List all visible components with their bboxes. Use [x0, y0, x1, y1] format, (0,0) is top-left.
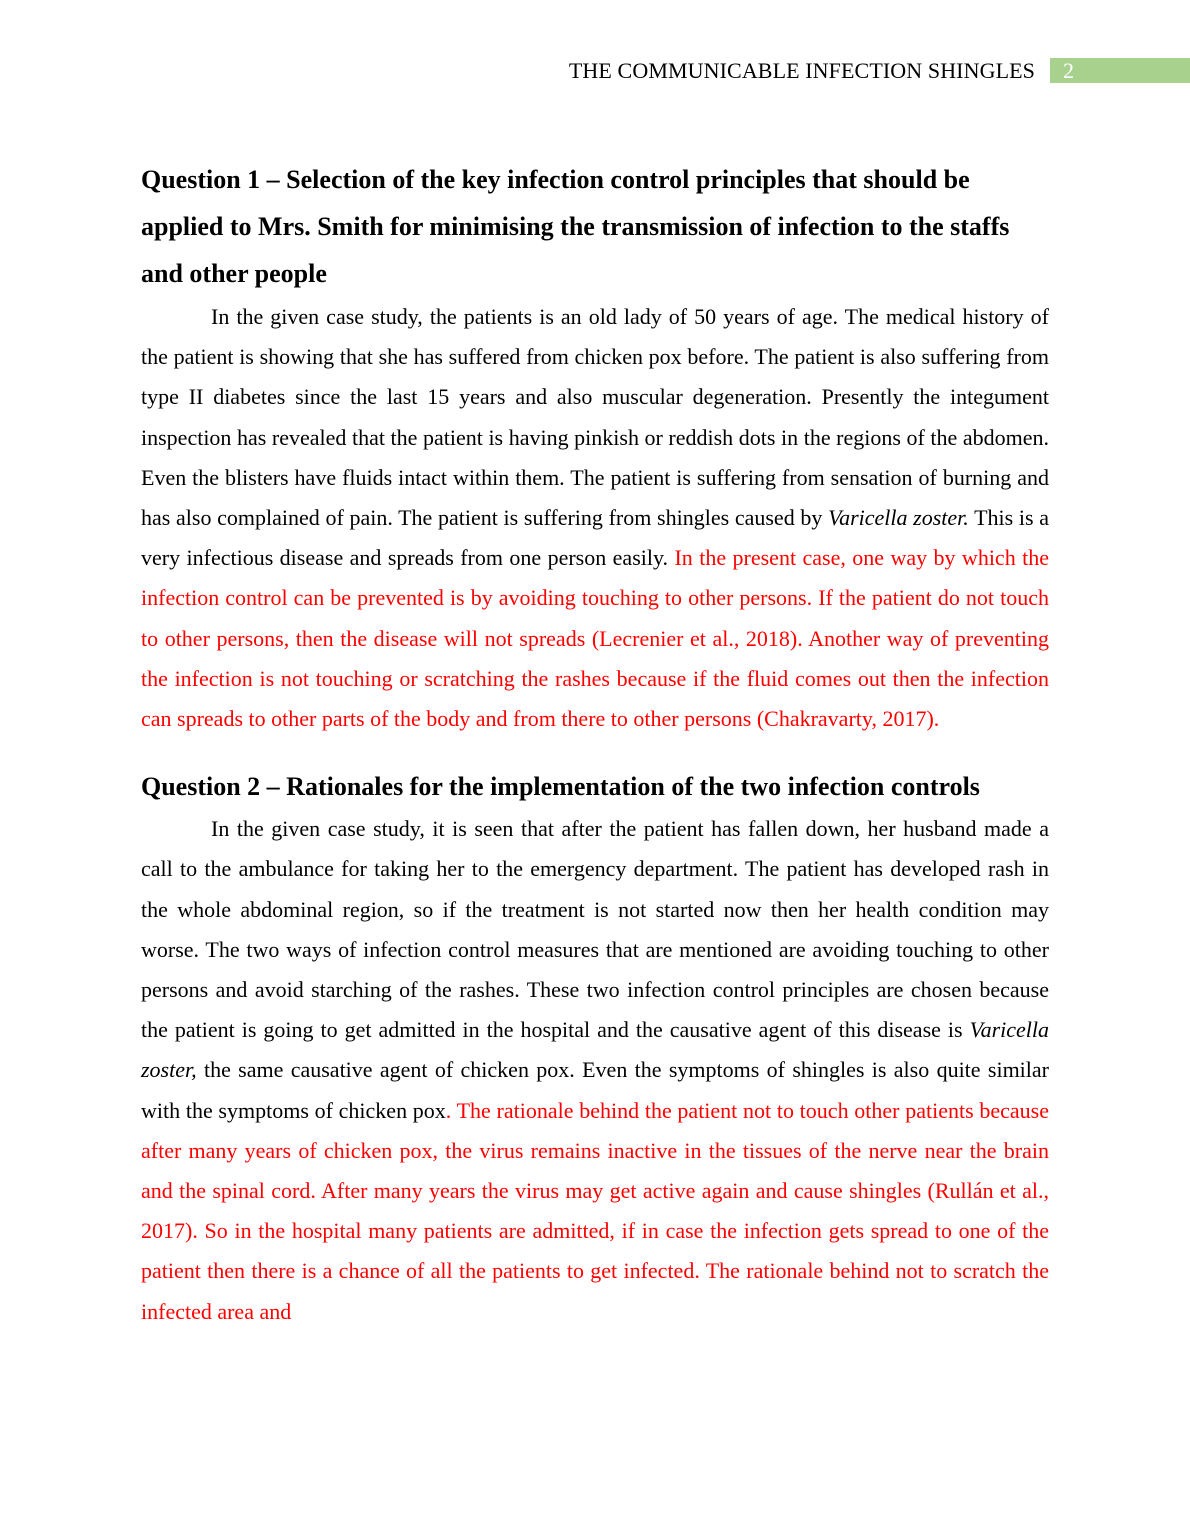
q2-highlighted-text: . The rationale behind the patient not to touch other patients because after many years of chicken pox, the virus remains inactive in the tissues of the nerve near the brain and the spinal cord. After many years the virus may get active again and cause shingles (Rullán et al., 2017). So in the hospital many patients are admitted, if in case the infection gets spread to one of the patient then there is a chance of all the patients to get infected. The rationale behind not to scratch the infected area and [141, 1097, 1049, 1324]
question-2-paragraph [141, 809, 1049, 1332]
question-1-heading: Question 1 – Selection of the key infection control principles that should be applied to Mrs. Smith for minimising the transmission of infection to the staffs and other people [141, 165, 1010, 288]
q2-text-b: the same causative agent of chicken pox. Even the symptoms of shingles is also quite similar with the symptoms of chicken pox [141, 1057, 1049, 1123]
q1-text-a: In the given case study, the patients is an old lady of 50 years of age. The medical history of the patient is showing that she has suffered from chicken pox before. The patient is also suffering from type II diabetes since the last 15 years and also muscular degeneration. Presently the integument inspection has revealed that the patient is having pinkish or reddish dots in the regions of the abdomen. Even the blisters have fluids intact within them. The patient is suffering from sensation of burning and has also complained of pain. The patient is suffering from shingles caused by [141, 304, 1049, 531]
question-1-paragraph [141, 297, 1049, 739]
document-body [141, 156, 1049, 1332]
q1-organism-name: Varicella zoster. [828, 505, 969, 531]
q1-highlighted-text: In the present case, one way by which the infection control can be prevented is by avoiding touching to other persons. If the patient do not touch to other persons, then the disease will not spreads (Lecrenier et al., 2018). Another way of preventing the infection is not touching or scratching the rashes because if the fluid comes out then the infection can spreads to other parts of the body and from there to other persons (Chakravarty, 2017). [141, 545, 1049, 732]
q2-text-a: In the given case study, it is seen that after the patient has fallen down, her husband made a call to the ambulance for taking her to the emergency department. The patient has developed rash in the whole abdominal region, so if the treatment is not started now then her health condition may worse. The two ways of infection control measures that are mentioned are avoiding touching to other persons and avoid starching of the rashes. These two infection control principles are chosen because the patient is going to get admitted in the hospital and the causative agent of this disease is [141, 816, 1049, 1043]
q2-organism-name: Varicella zoster, [141, 1017, 1049, 1083]
page-number-box [1050, 58, 1190, 83]
running-head: THE COMMUNICABLE INFECTION SHINGLES [568, 58, 1035, 83]
page-header [0, 58, 1190, 84]
question-2-heading: Question 2 – Rationales for the implementation of the two infection controls [141, 772, 980, 802]
page-number: 2 [1063, 58, 1074, 83]
q1-text-b: This is a very infectious disease and spreads from one person easily. [141, 505, 1049, 571]
